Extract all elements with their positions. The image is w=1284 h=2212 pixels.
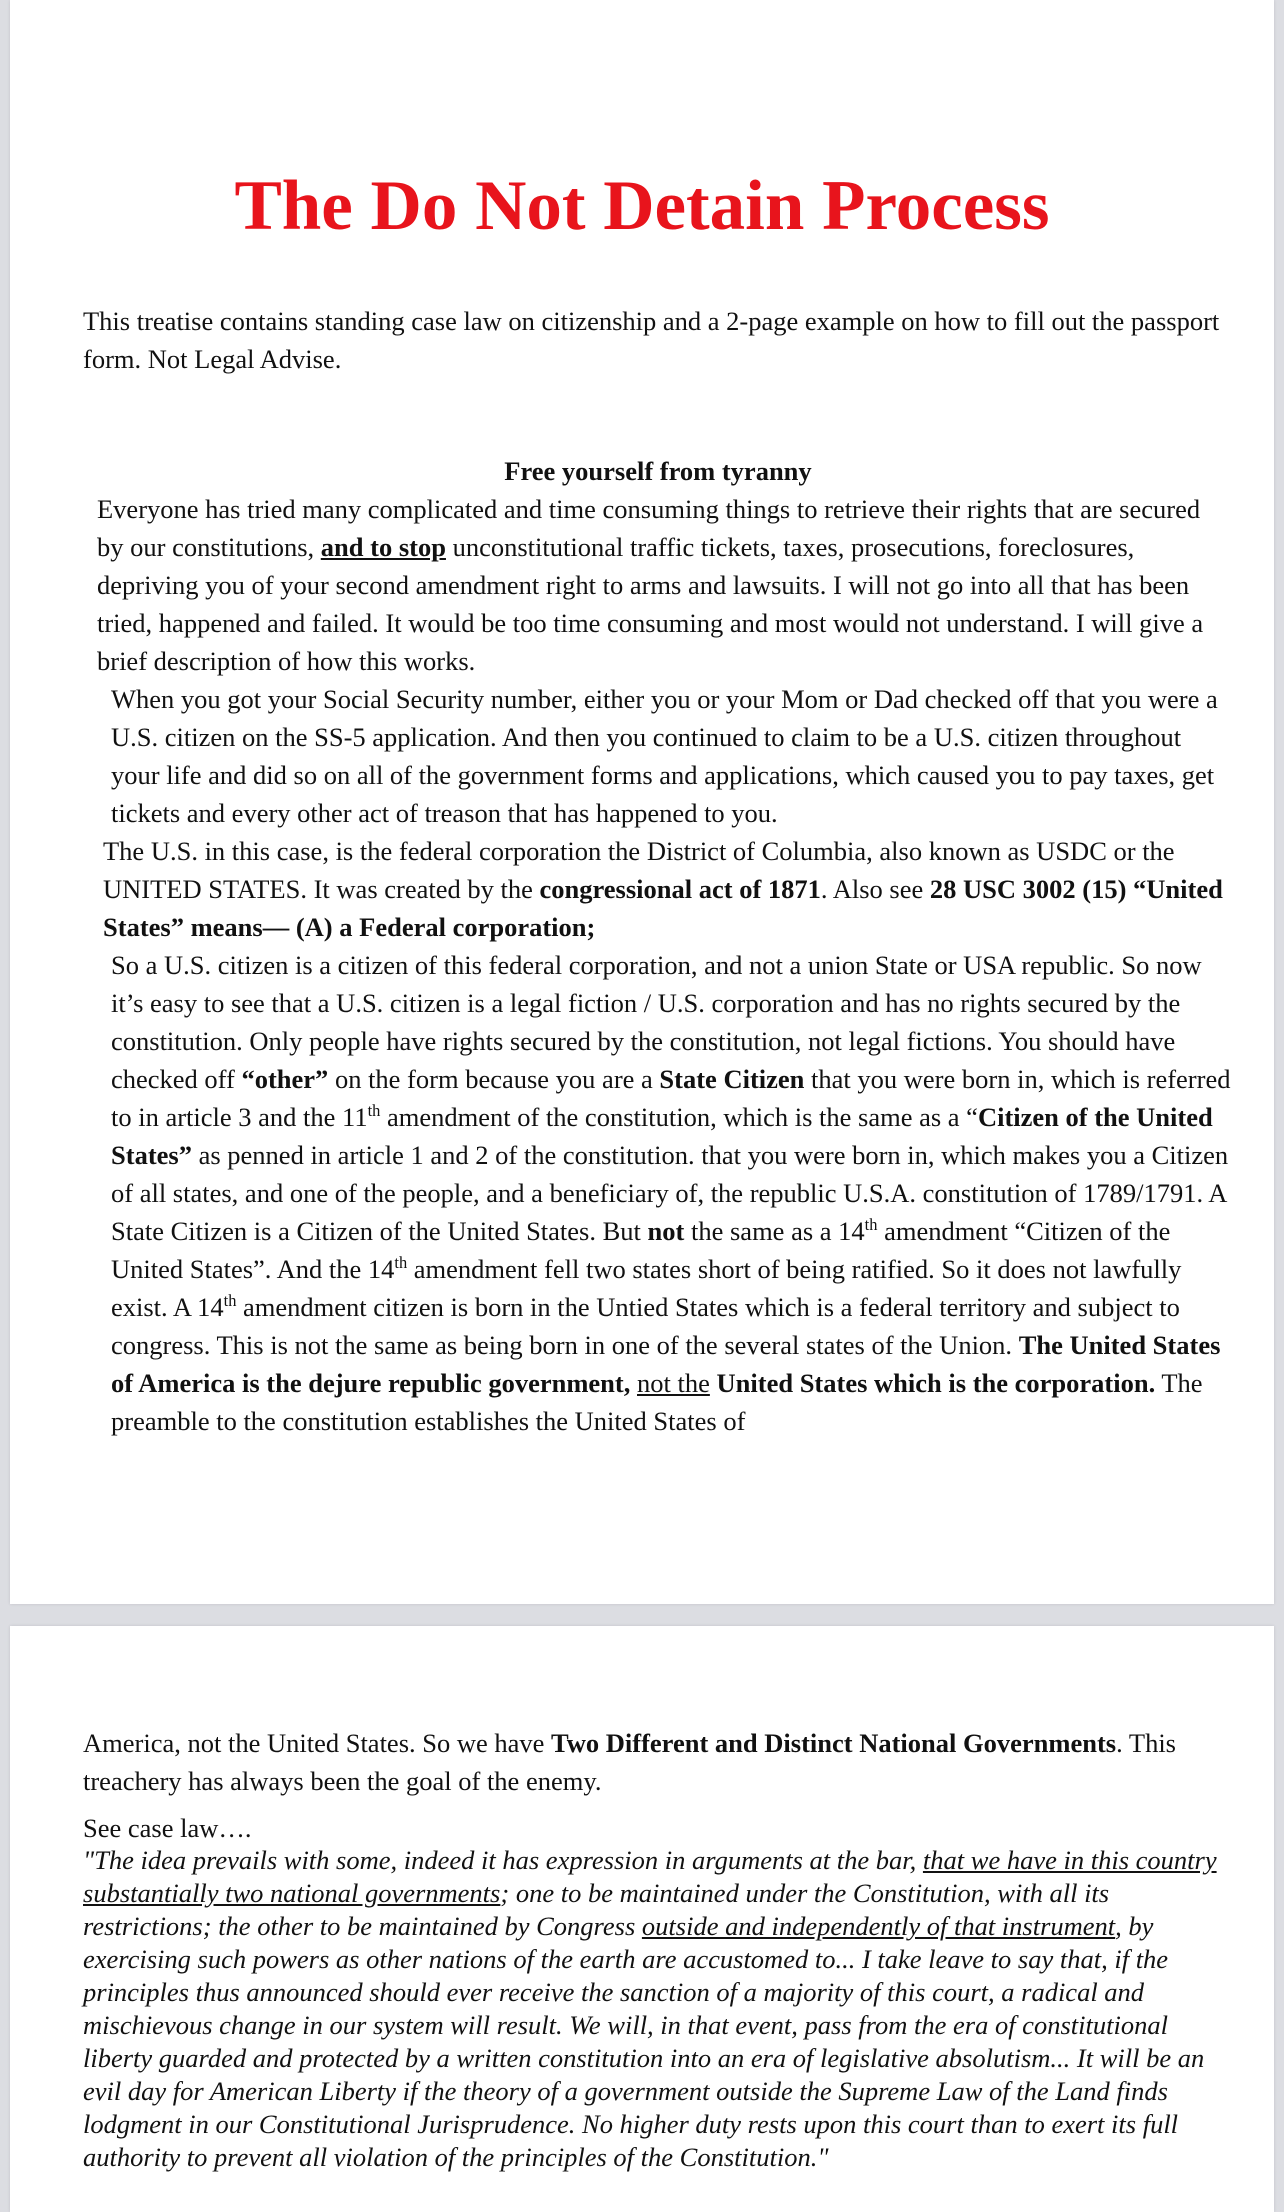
- paragraph-3: [83, 832, 1233, 946]
- text-run: So a U.S. citizen is a citizen of this federal corporation, and not a union State or USA republic. So now it’s easy to see that a U.S. citizen is a legal fiction / U.S. corporation and has no rights secured by the constitution. Only people have rights secured by the constitution, not legal fictions. You should have checked off: [111, 950, 1202, 1094]
- superscript: th: [223, 1291, 237, 1311]
- superscript: th: [367, 1101, 381, 1121]
- bold-run: not: [647, 1216, 685, 1246]
- text-run: . Also see: [820, 874, 930, 904]
- section-heading: Free yourself from tyranny: [504, 456, 812, 486]
- bold-run: United States which is the corporation.: [709, 1368, 1156, 1398]
- bold-run: Two Different and Distinct National Governments: [551, 1728, 1117, 1758]
- text-run: The U.S. in this case, is the federal corporation the District of Columbia, also known as USDC or the UNITED STATES. It was created by the: [103, 836, 1175, 904]
- document-title: The Do Not Detain Process: [234, 167, 1050, 245]
- underline-run: outside and independently of that instrument: [641, 1911, 1116, 1941]
- bold-run: congressional act of 1871: [539, 874, 821, 904]
- bold-run: State Citizen: [659, 1064, 805, 1094]
- paragraph-1: [83, 490, 1233, 680]
- text-run: unconstitutional traffic tickets, taxes, prosecutions, foreclosures, depriving you of your second amendment right to arms and lawsuits. I will not go into all that has been tried, happened and failed. It would be too time consuming and most would not understand. I will give a brief description of how this works.: [97, 532, 1204, 676]
- bold-run: “other”: [241, 1064, 329, 1094]
- superscript: th: [394, 1253, 408, 1273]
- underline-run: that we have in this country substantially two national governments: [83, 1845, 1217, 1908]
- superscript: th: [864, 1215, 878, 1235]
- bold-run: 28 USC 3002 (15) “United States” means— (A) a Federal corporation;: [103, 874, 1223, 942]
- paragraph-2: When you got your Social Security number, either you or your Mom or Dad checked off that you were a U.S. citizen on the SS-5 application. And then you continued to claim to be a U.S. citizen throughout your life and did so on all of the government forms and applications, which caused you to pay taxes, get tickets and every other act of treason that has happened to you.: [111, 684, 1218, 828]
- underline-run: not the: [637, 1368, 710, 1398]
- text-run: Everyone has tried many complicated and time consuming things to retrieve their rights that are secured by our constitutions,: [97, 494, 1201, 562]
- text-run: amendment “Citizen of the United States”. And the 14: [111, 1216, 1171, 1284]
- quote-run: , by exercising such powers as other nations of the earth are accustomed to... I take leave to say that, if the principles thus announced should ever receive the sanction of a majority of this court, a radical and mischievous change in our system will result. We will, in that event, pass from the era of constitutional liberty guarded and protected by a written constitution into an era of legislative absolutism... It will be an evil day for American Liberty if the theory of a government outside the Supreme Law of the Land finds lodgment in our Constitutional Jurisprudence. No higher duty rests upon this court than to exert its full authority to prevent all violation of the principles of the Constitution.": [83, 1911, 1205, 2172]
- paragraph-4: [83, 946, 1233, 1440]
- text-run: that you were born in, which is referred to in article 3 and the 11: [111, 1064, 1231, 1132]
- text-run: as penned in article 1 and 2 of the constitution. that you were born in, which makes you a Citizen of all states, and one of the people, and a beneficiary of, the republic U.S.A. constitution of 1789/1791. A State Citizen is a Citizen of the United States. But: [111, 1140, 1229, 1246]
- emphasis-run: and to stop: [320, 532, 446, 562]
- paragraph-5: [83, 1724, 1233, 1800]
- text-run: on the form because you are a: [328, 1064, 660, 1094]
- bold-run: Citizen of the United States”: [111, 1102, 1213, 1170]
- quote-run: "The idea prevails with some, indeed it has expression in arguments at the bar,: [83, 1845, 923, 1875]
- document-page-1: [10, 0, 1274, 1604]
- case-law-quote: [83, 1844, 1233, 2174]
- text-run: The preamble to the constitution establishes the United States of: [111, 1368, 1203, 1436]
- text-run: the same as a 14: [684, 1216, 865, 1246]
- document-page-2: [10, 1626, 1274, 2212]
- text-run: amendment citizen is born in the Untied States which is a federal territory and subject to congress. This is not the same as being born in one of the several states of the Union.: [111, 1292, 1180, 1360]
- text-run: America, not the United States. So we have: [83, 1728, 552, 1758]
- text-run: . This treachery has always been the goal of the enemy.: [83, 1728, 1176, 1796]
- see-case-law-label: See case law….: [83, 1813, 252, 1843]
- bold-run: The United States of America is the dejure republic government,: [111, 1330, 1221, 1398]
- intro-paragraph: This treatise contains standing case law on citizenship and a 2-page example on how to fill out the passport form. Not Legal Advise.: [83, 306, 1220, 374]
- text-run: amendment fell two states short of being ratified. So it does not lawfully exist. A 14: [111, 1254, 1182, 1322]
- text-run: amendment of the constitution, which is the same as a “: [380, 1102, 978, 1132]
- body-text-page-1: [83, 452, 1233, 1440]
- quote-run: ; one to be maintained under the Constitution, with all its restrictions; the other to be maintained by Congress: [83, 1878, 1110, 1941]
